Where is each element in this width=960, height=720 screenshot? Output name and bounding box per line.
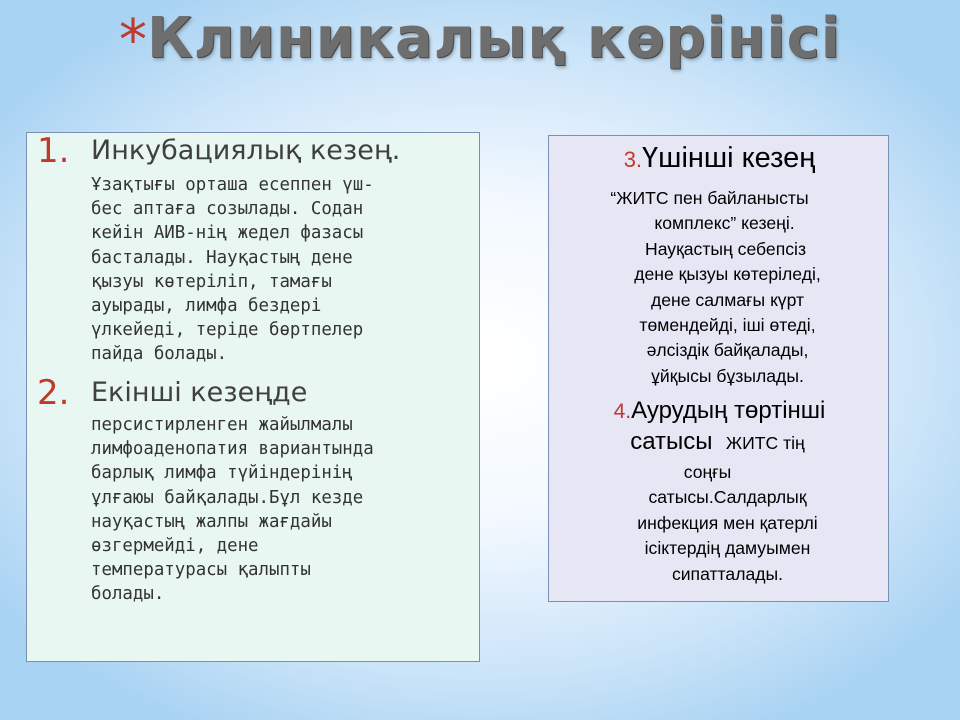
body-line: ұйқысы бұзылады.	[651, 365, 804, 386]
body-line: барлық лимфа түйіндерінің	[91, 463, 353, 484]
body-line: Науқастың себепсіз	[644, 238, 807, 259]
title-text: Клиникалық көрінісі	[147, 6, 841, 71]
body-line: бес аптаға созылады. Содан	[91, 199, 364, 220]
item-heading-4	[549, 396, 890, 458]
heading-text-4b: сатысы	[630, 428, 713, 455]
body-line: науқастың жалпы жағдайы	[91, 511, 332, 532]
body-line: дене қызуы көтеріледі,	[634, 264, 821, 285]
body-line: кейін АИВ-нің жедел фазасы	[91, 223, 364, 244]
item-heading-1	[91, 135, 400, 166]
body-line: төмендейді, іші өтеді,	[639, 315, 816, 336]
body-line: болады.	[91, 584, 165, 605]
body-line: ұлғаюы байқалады.Бұл кезде	[91, 487, 364, 508]
right-text-box	[548, 135, 889, 602]
item-number-1: 1.	[37, 131, 70, 171]
item-body-2	[91, 413, 465, 607]
left-text-box	[26, 132, 480, 662]
body-line: лимфоаденопатия вариантында	[91, 439, 374, 460]
body-line: сатысы.Салдарлық	[648, 487, 807, 508]
item-body-4	[549, 460, 890, 587]
body-line: басталады. Науқастың дене	[91, 247, 353, 268]
item-heading-3	[549, 142, 890, 175]
heading-text-4a: Аурудың төртінші	[631, 397, 826, 424]
body-line: өзгермейді, дене	[91, 536, 259, 557]
slide-title	[0, 6, 960, 96]
item-number-4: 4.	[613, 400, 632, 423]
title-asterisk: *	[119, 8, 148, 73]
body-line: температурасы қалыпты	[91, 560, 311, 581]
heading-text-2: Екінші кезеңде	[91, 377, 308, 408]
body-line: соңғы	[683, 462, 732, 482]
body-line: әлсіздік байқалады,	[646, 340, 809, 361]
item-number-3: 3.	[623, 147, 643, 172]
item-body-3	[549, 186, 890, 389]
heading-text-3: Үшінші кезең	[642, 142, 816, 174]
heading-tail-4: ЖИТС тің	[725, 433, 805, 453]
body-line: “ЖИТС пен байланысты	[610, 188, 809, 208]
body-line: персистирленген жайылмалы	[91, 415, 353, 435]
body-line: инфекция мен қатерлі	[637, 512, 818, 533]
body-line: ауырады, лимфа бездері	[91, 296, 322, 317]
body-line: сипатталады.	[671, 563, 784, 584]
body-line: үлкейеді, теріде бөртпелер	[91, 320, 364, 341]
item-body-1	[91, 173, 451, 367]
body-line: дене салмағы күрт	[650, 289, 805, 310]
body-line: Ұзақтығы орташа есеппен үш-	[91, 175, 374, 195]
body-line: ісіктердің дамуымен	[644, 538, 811, 559]
body-line: қызуы көтеріліп, тамағы	[91, 271, 332, 292]
body-line: комплекс” кезеңі.	[654, 213, 795, 234]
body-line: пайда болады.	[91, 344, 228, 365]
item-heading-2	[91, 377, 307, 408]
heading-text-1: Инкубациялық кезең.	[91, 135, 401, 166]
item-number-2: 2.	[37, 373, 70, 413]
